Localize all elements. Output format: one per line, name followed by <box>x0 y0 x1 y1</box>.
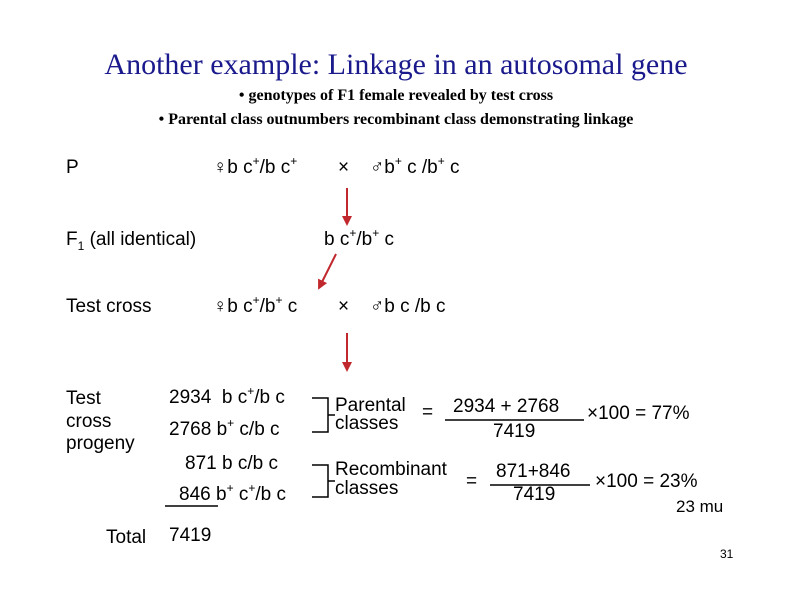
testcross-male-genotype: ♂b c /b c <box>370 296 446 317</box>
f1-label: $F_1$ (all identical) <box>66 229 197 253</box>
progeny-row: 2768 b+ c/b c <box>169 416 280 440</box>
page-number: 31 <box>720 547 734 561</box>
progeny-row: 846 b+ c+/b c <box>179 481 286 505</box>
recombinant-denominator: 7419 <box>513 484 556 505</box>
testcross-female-genotype: ♀b c+/b+ c <box>213 293 298 317</box>
cross-symbol: × <box>338 157 350 178</box>
recombinant-label-line-2: classes <box>335 478 399 499</box>
recombinant-label-line-1: Recombinant <box>335 459 447 480</box>
recombinant-result: ×100 = 23% <box>595 471 698 492</box>
recombinant-equals: = <box>466 471 478 492</box>
bullet-parental-class: • Parental class outnumbers recombinant class demonstrating linkage <box>158 111 634 128</box>
parental-label-line-2: classes <box>335 413 399 434</box>
male-symbol: ♂ <box>370 157 385 178</box>
recombinant-bracket <box>312 465 335 497</box>
parental-equals: = <box>422 402 434 423</box>
progeny-row: 871 b c/b c <box>185 453 278 474</box>
total-value: 7419 <box>169 525 212 546</box>
female-symbol: ♀ <box>213 157 228 178</box>
total-label: Total <box>106 527 147 548</box>
parental-numerator: 2934 + 2768 <box>453 396 560 417</box>
testcross-label: Test cross <box>66 296 152 317</box>
p-female-genotype: ♀b c+/b c+ <box>213 154 298 178</box>
parental-denominator: 7419 <box>493 421 536 442</box>
p-male-genotype: ♂b+ c /b+ c <box>370 154 460 178</box>
bullet-genotypes: • genotypes of F1 female revealed by test cross <box>238 87 554 104</box>
progeny-label-line-1: Test <box>66 388 101 409</box>
parental-label-line-1: Parental <box>335 395 406 416</box>
parental-result: ×100 = 77% <box>587 403 690 424</box>
female-symbol: ♀ <box>213 296 228 317</box>
p-label: P <box>66 157 79 178</box>
progeny-label-line-3: progeny <box>66 433 135 454</box>
arrow-f1-to-testcross <box>319 254 336 288</box>
map-distance: 23 mu <box>676 497 724 516</box>
progeny-label-line-2: cross <box>66 411 112 432</box>
male-symbol: ♂ <box>370 296 385 317</box>
slide-title: Another example: Linkage in an autosomal gene <box>104 48 688 81</box>
cross-symbol-2: × <box>338 296 350 317</box>
recombinant-numerator: 871+846 <box>496 461 571 482</box>
parental-bracket <box>312 398 335 432</box>
f1-genotype: b c+/b+ c <box>324 226 395 250</box>
progeny-row: 2934 b c+/b c <box>169 384 285 408</box>
